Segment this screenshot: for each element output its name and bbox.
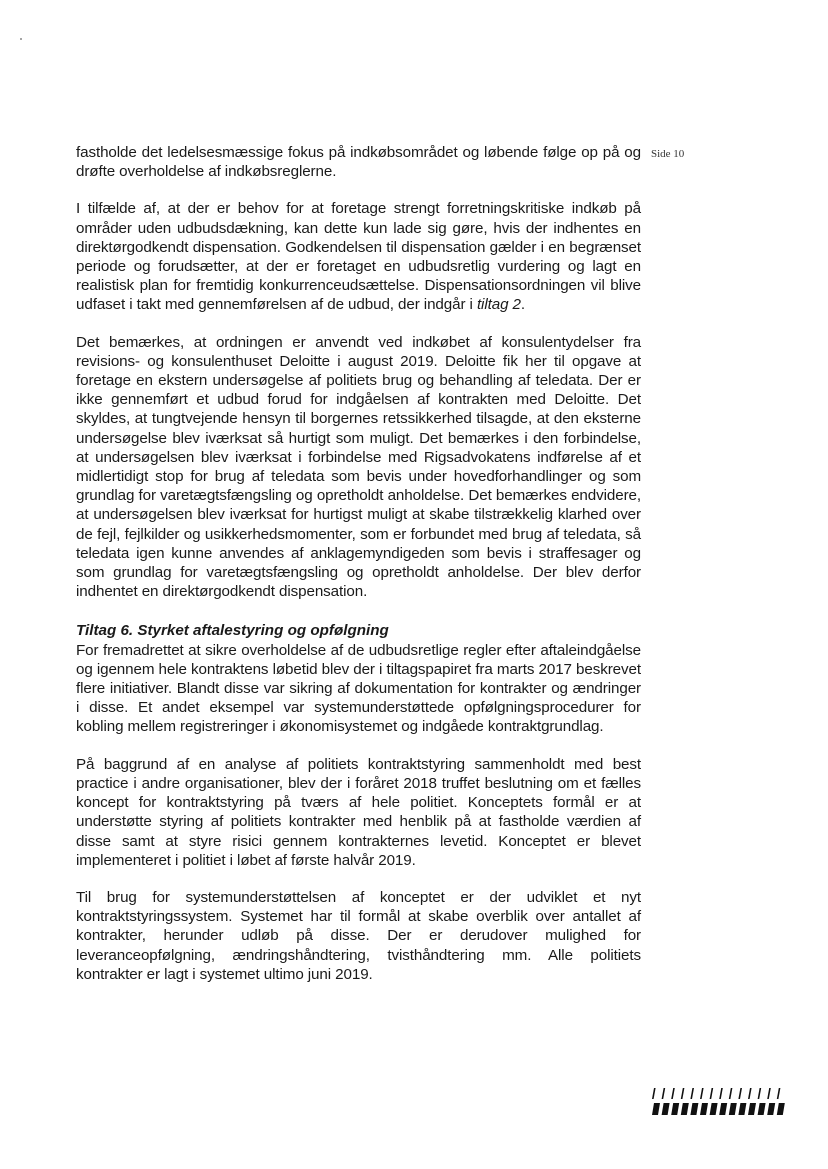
paragraph-4: For fremadrettet at sikre overholdelse af de udbudsretlige regler efter aftaleindgåelse og igennem hele kontraktens løbetid blev der i tiltagspapiret fra marts 2017 beskrevet flere initiativer. Blandt disse var sikring af dokumentation for kontrakter og ændringer i disse. Et andet eksempel var systemunderstøttede opfølgningsprocedurer for kobling mellem registreringer i økonomisystemet og indgåede kontraktgrundlag. [76,641,641,736]
document-body [76,143,641,984]
section-heading: Tiltag 6. Styrket aftalestyring og opfølgning [76,622,389,640]
barcode-icon [650,1088,788,1116]
paragraph-6: Til brug for systemunderstøttelsen af konceptet er der udviklet et nyt kontraktstyringssystem. Systemet har til formål at skabe overblik over antallet af kontrakter, herunder udløb på disse. Der er derudover mulighed for leveranceopfølgning, ændringshåndtering, tvisthåndtering mm. Alle politiets kontrakter er lagt i systemet ultimo juni 2019. [76,888,641,983]
scan-speck [20,38,22,40]
page-number: Side 10 [651,148,685,160]
tiltag-2-reference: tiltag 2 [476,296,521,314]
paragraph-2-text: I tilfælde af, at der er behov for at foretage strengt forretningskritiske indkøb på områder uden udbudsdækning, kan dette kun lade sig gøre, hvis der indhentes en direktørgodkendt dispensation. Godkendelsen til dispensation gælder i en begrænset periode og forudsætter, at der er foretaget en udbudsretlig vurdering og lagt en realistisk plan for fremtidig konkurrenceudsættelse. Dispensationsordningen vil blive udfaset i takt med gennemførelsen af de udbud, der indgår i [76,200,641,314]
paragraph-2 [76,199,641,314]
paragraph-1: fastholde det ledelsesmæssige fokus på indkøbsområdet og løbende følge op på og drøfte overholdelse af indkøbsreglerne. [76,144,641,181]
paragraph-2-end: . [520,296,526,314]
paragraph-5: På baggrund af en analyse af politiets kontraktstyring sammenholdt med best practice i andre organisationer, blev der i foråret 2018 truffet beslutning om et fælles koncept for kontraktstyring på tværs af hele politiet. Konceptets formål er at understøtte styring af politiets kontrakter med henblik på at fastholde værdien af disse samt at styre risici gennem kontrakternes levetid. Konceptet er blevet implementeret i politiet i løbet af første halvår 2019. [76,755,641,869]
paragraph-3: Det bemærkes, at ordningen er anvendt ved indkøbet af konsulentydelser fra revisions- og konsulenthuset Deloitte i august 2019. Deloitte fik her til opgave at foretage en ekstern undersøgelse af politiets brug og behandling af teledata. Der er ikke gennemført et udbud forud for indgåelsen af kontrakten med Deloitte. Det skyldes, at tungtvejende hensyn til borgernes retssikkerhed tilsagde, at den eksterne undersøgelse blev iværksat så hurtigt som muligt. Det bemærkes i den forbindelse, at undersøgelsen blev iværksat i forbindelse med Rigsadvokatens indførelse af et midlertidigt stop for brug af teledata som bevis under hovedforhandlinger og som grundlag for varetægtsfængsling og opretholdt anholdelse. Det bemærkes endvidere, at undersøgelsen blev iværksat for hurtigst muligt at skabe tilstrækkelig klarhed over de fejl, fejlkilder og usikkerhedsmomenter, som er forbundet med brug af teledata, så teledata igen kunne anvendes af anklagemyndigeden som bevis i straffesager og som grundlag for varetægtsfængsling og opretholdt anholdelse. Der blev derfor indhentet en direktørgodkendt dispensation. [76,333,641,601]
